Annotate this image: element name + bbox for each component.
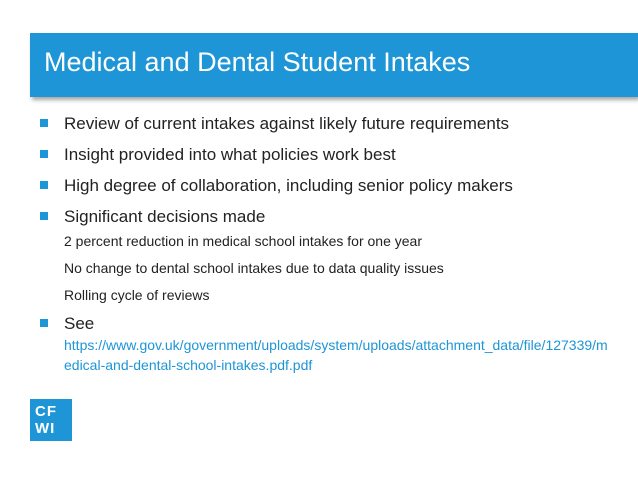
bullet-item-see [40, 312, 610, 335]
square-bullet-icon [40, 319, 48, 327]
logo-text-top: CF [35, 403, 57, 420]
square-bullet-icon [40, 119, 48, 127]
see-label: See [64, 314, 95, 333]
square-bullet-icon [40, 150, 48, 158]
bullet-text: Significant decisions made [64, 207, 266, 226]
bullet-text: High degree of collaboration, including senior policy makers [64, 176, 513, 195]
slide-content [40, 112, 610, 375]
logo-text-bottom: WI [35, 420, 56, 437]
cfwi-logo [30, 399, 72, 441]
bullet-text: Review of current intakes against likely future requirements [64, 114, 510, 133]
reference-link[interactable]: https://www.gov.uk/government/uploads/system/uploads/attachment_data/file/127339/medical-and-dental-school-intakes.pdf.pdf [64, 337, 608, 373]
bullet-item [40, 205, 610, 228]
title-bar [30, 33, 638, 97]
slide-title: Medical and Dental Student Intakes [44, 47, 471, 77]
bullet-item [40, 112, 610, 135]
square-bullet-icon [40, 181, 48, 189]
bullet-text: Insight provided into what policies work best [64, 145, 396, 164]
sub-item: No change to dental school intakes due to data quality issues [64, 260, 444, 276]
bullet-item [40, 174, 610, 197]
square-bullet-icon [40, 212, 48, 220]
bullet-item [40, 143, 610, 166]
sub-item: Rolling cycle of reviews [64, 287, 210, 303]
sub-item: 2 percent reduction in medical school intakes for one year [64, 233, 422, 249]
